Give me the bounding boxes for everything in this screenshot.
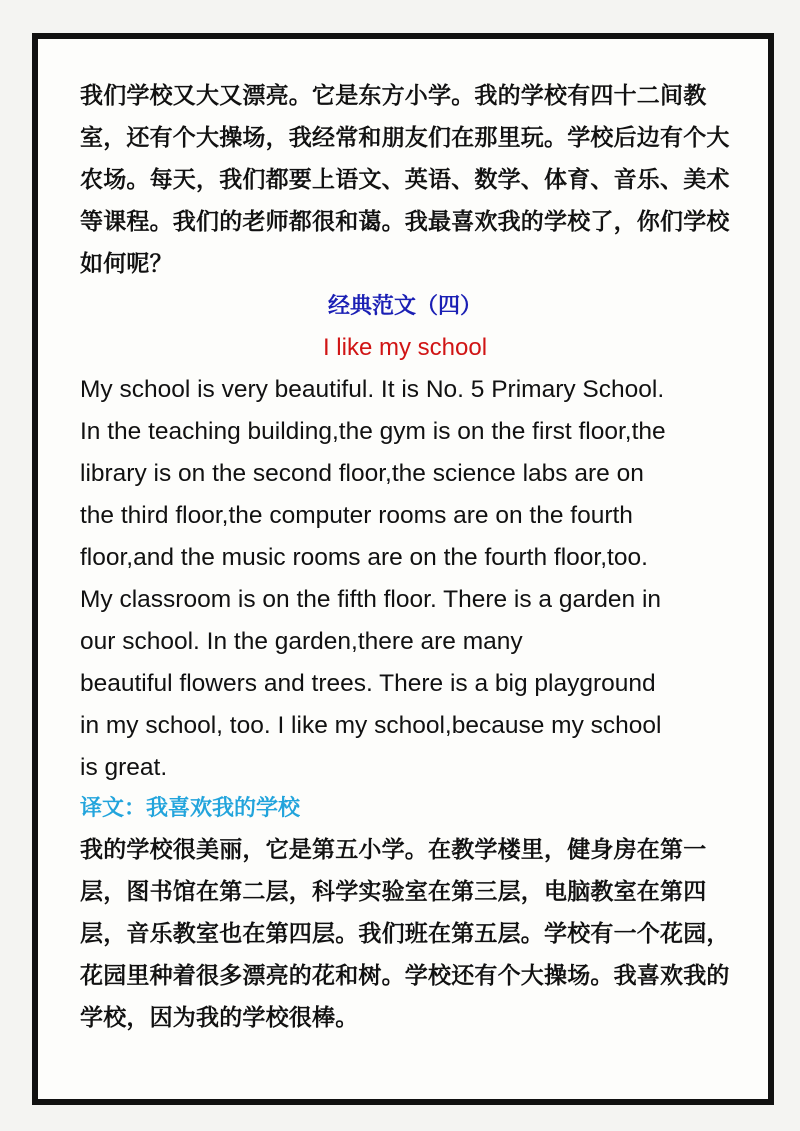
essay-line: the third floor,the computer rooms are on the fourth <box>80 502 633 529</box>
essay-line: is great. <box>80 754 168 781</box>
essay-title: I like my school <box>322 334 488 361</box>
essay-line: in my school, too. I like my school,because my school <box>80 712 662 739</box>
document-content <box>80 75 730 1039</box>
translation-paragraph: 我的学校很美丽，它是第五小学。在教学楼里，健身房在第一层，图书馆在第二层，科学实验室在第三层，电脑教室在第四层，音乐教室也在第四层。我们班在第五层。学校有一个花园，花园里种着很多漂亮的花和树。学校还有个大操场。我喜欢我的学校，因为我的学校很棒。 <box>80 837 730 1031</box>
section-heading: 经典范文（四） <box>327 294 482 319</box>
translation-title: 译文：我喜欢我的学校 <box>80 796 301 821</box>
essay-line: My classroom is on the fifth floor. There is a garden in <box>80 586 662 613</box>
document-page <box>32 33 774 1105</box>
intro-paragraph: 我们学校又大又漂亮。它是东方小学。我的学校有四十二间教室，还有个大操场，我经常和朋友们在那里玩。学校后边有个大农场。每天，我们都要上语文、英语、数学、体育、音乐、美术等课程。我们的老师都很和蔼。我最喜欢我的学校了，你们学校如何呢？ <box>80 83 730 277</box>
essay-line: In the teaching building,the gym is on the first floor,the <box>80 418 666 445</box>
essay-line: library is on the second floor,the science labs are on <box>80 460 644 487</box>
essay-body <box>80 369 730 789</box>
essay-line: beautiful flowers and trees. There is a big playground <box>80 670 656 697</box>
essay-line: My school is very beautiful. It is No. 5 Primary School. <box>80 376 665 403</box>
essay-line: floor,and the music rooms are on the fourth floor,too. <box>80 544 648 571</box>
essay-line: our school. In the garden,there are many <box>80 628 523 655</box>
